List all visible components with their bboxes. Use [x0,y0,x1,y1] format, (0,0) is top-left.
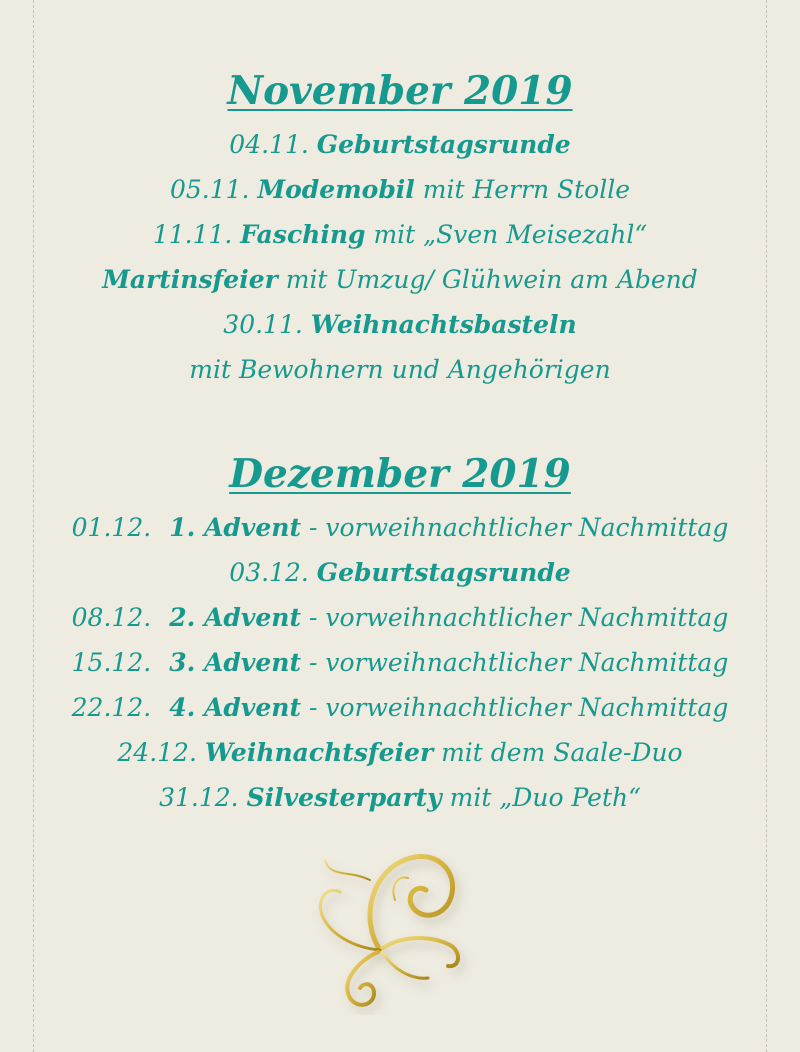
event-line-continuation: mit Bewohnern und Angehörigen [189,355,611,384]
dezember-heading: Dezember 2019 [229,451,571,497]
november-heading: November 2019 [227,68,573,114]
event-line: 05.11. Modemobil mit Herrn Stolle [169,175,631,204]
event-line: 15.12. 3. Advent - vorweihnachtlicher Nachmittag [71,648,729,677]
event-line: 31.12. Silvesterparty mit „Duo Peth“ [159,783,641,812]
event-line: 24.12. Weihnachtsfeier mit dem Saale-Duo [117,738,683,767]
event-line: 22.12. 4. Advent - vorweihnachtlicher Nachmittag [71,693,729,722]
event-line: 08.12. 2. Advent - vorweihnachtlicher Nachmittag [71,603,729,632]
event-line: 03.12. Geburtstagsrunde [229,558,571,587]
event-line: 01.12. 1. Advent - vorweihnachtlicher Nachmittag [71,513,729,542]
event-line: 04.11. Geburtstagsrunde [229,130,571,159]
event-line: 30.11. Weihnachtsbasteln [223,310,577,339]
gold-swirl-ornament-icon [300,840,480,1015]
event-line: Martinsfeier mit Umzug/ Glühwein am Abend [102,265,698,294]
dezember-section [0,445,800,820]
event-line: 11.11. Fasching mit „Sven Meisezahl“ [152,220,648,249]
november-section [0,62,800,392]
